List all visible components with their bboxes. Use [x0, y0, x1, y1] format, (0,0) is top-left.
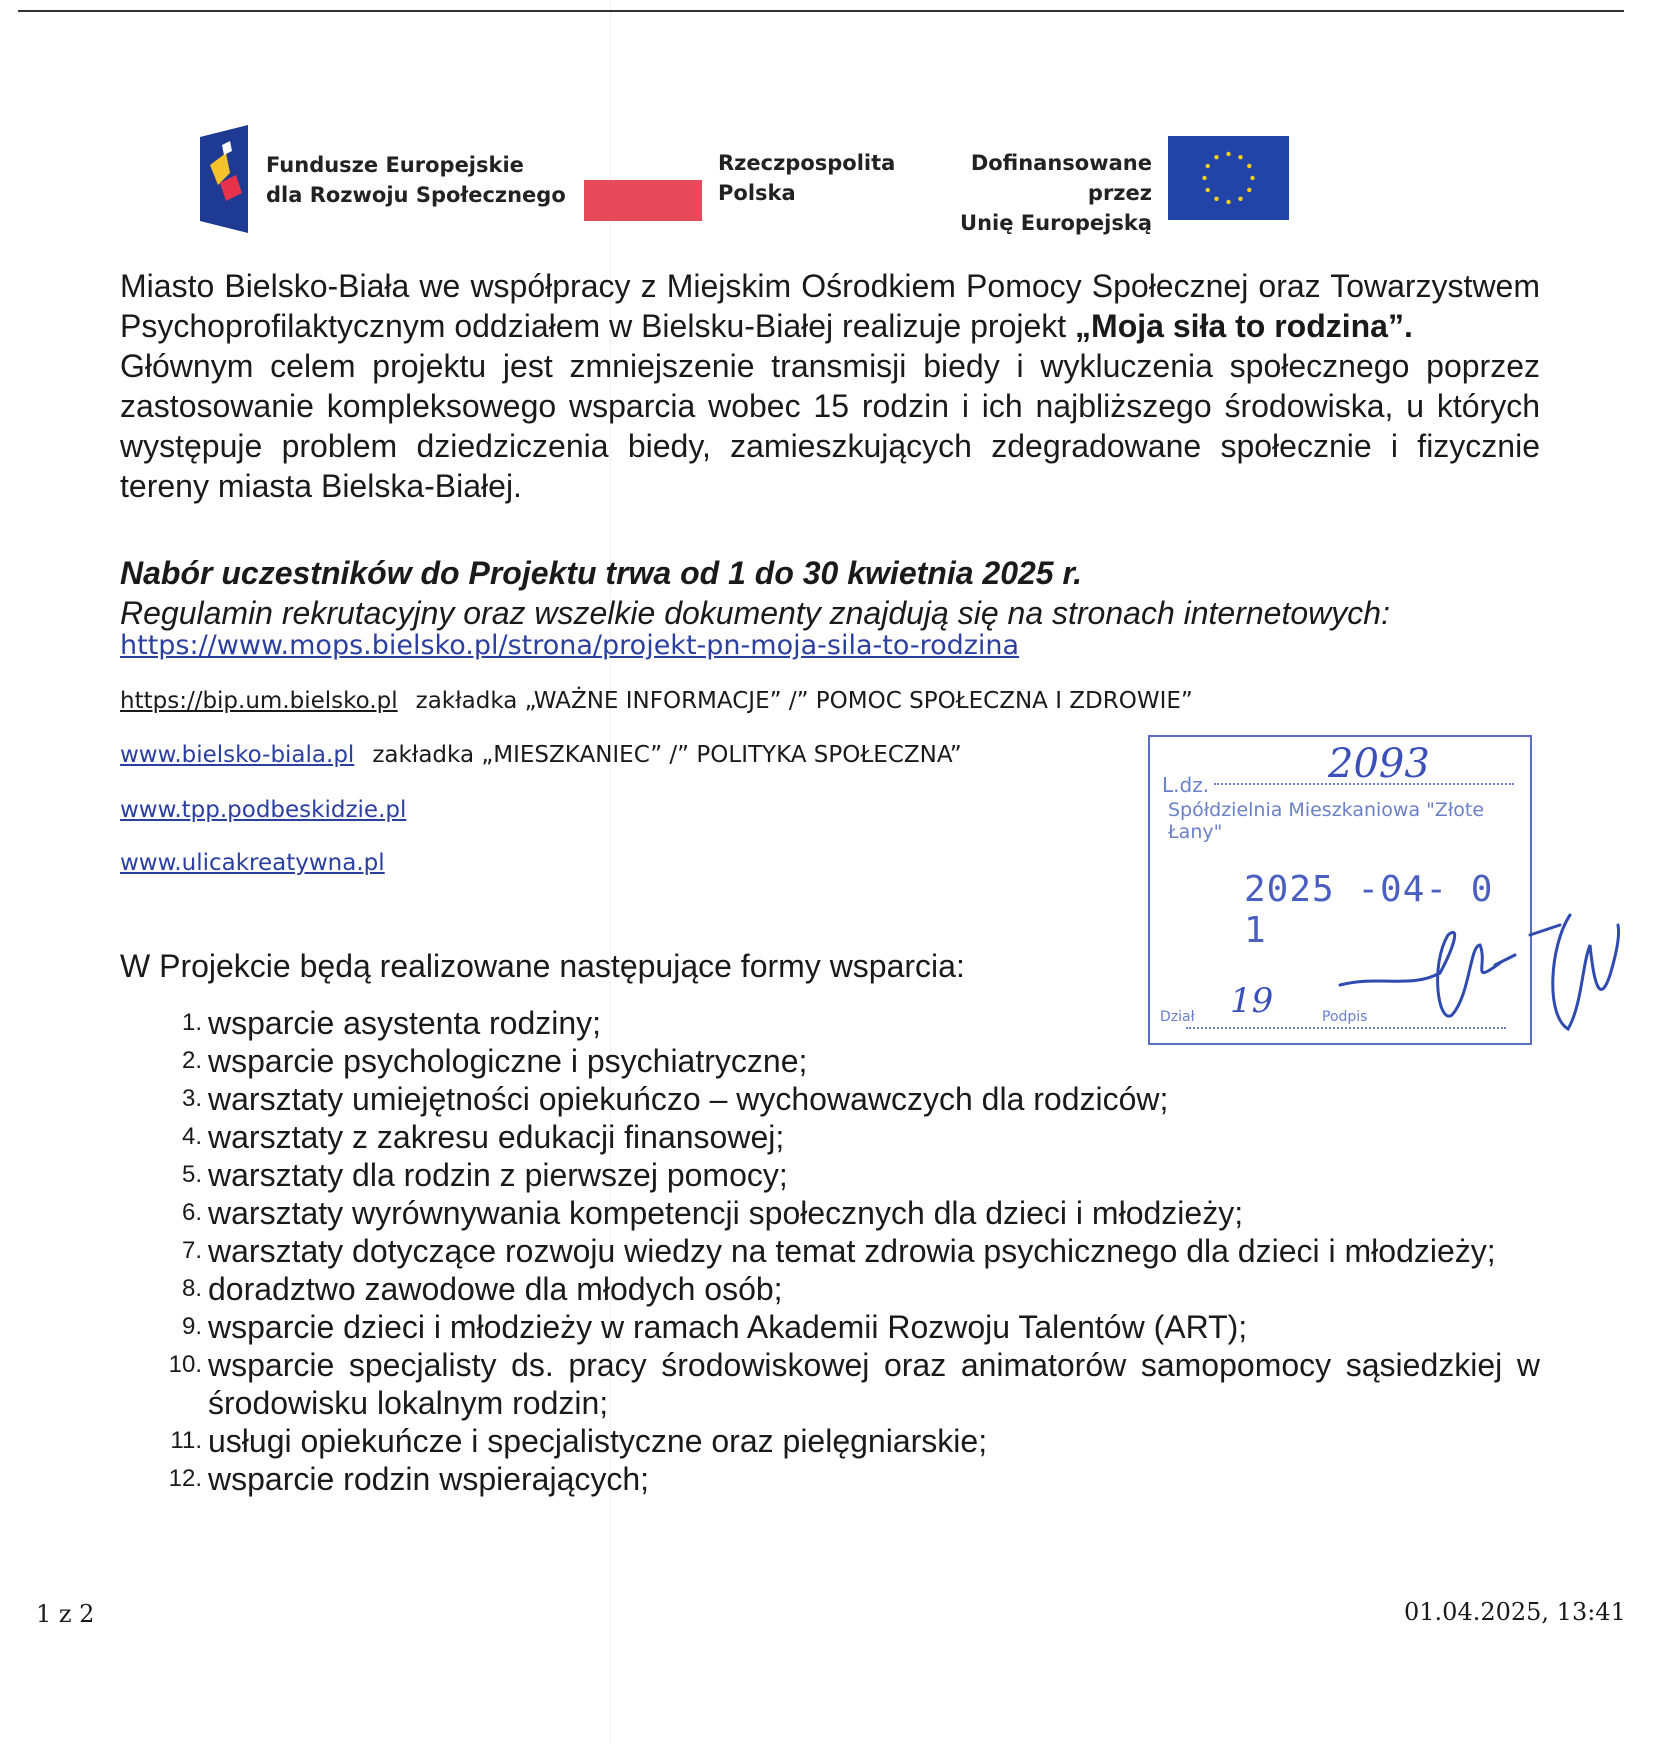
- city-tab-info: zakładka „MIESZKANIEC” /” POLITYKA SPOŁECZNA”: [372, 742, 962, 768]
- support-item-text: warsztaty z zakresu edukacji finansowej;: [208, 1119, 785, 1155]
- support-item-number: 9.: [181, 1313, 202, 1340]
- support-item-number: 8.: [181, 1275, 202, 1302]
- stamp-podpis-label: Podpis: [1322, 1009, 1368, 1025]
- support-item-text: doradztwo zawodowe dla młodych osób;: [208, 1271, 783, 1307]
- link-city[interactable]: www.bielsko-biala.pl: [120, 742, 355, 768]
- support-item-text: wsparcie asystenta rodziny;: [208, 1005, 602, 1041]
- city-link-row: [120, 742, 962, 768]
- intro-paragraph-2: Głównym celem projektu jest zmniejszenie transmisji biedy i wykluczenia społecznego poprzez zastosowanie kompleksowego wsparcia wobec 15 rodzin i ich najbliższego środowiska, u których występuje problem dziedziczenia biedy, zamieszkujących zdegradowane społecznie i fizycznie tereny miasta Bielska-Białej.: [120, 348, 1540, 504]
- ulica-link-row: [120, 850, 385, 876]
- support-list-item: [150, 1346, 1540, 1422]
- support-item-text: usługi opiekuńcze i specjalistyczne oraz pielęgniarskie;: [208, 1423, 988, 1459]
- eu-logo-text: [920, 148, 1152, 238]
- support-item-number: 3.: [181, 1085, 202, 1112]
- recruitment-docs-info: Regulamin rekrutacyjny oraz wszelkie dokumenty znajdują się na stronach internetowych:: [120, 595, 1390, 631]
- rp-logo-line2: Polska: [718, 181, 796, 205]
- support-forms-list: [150, 1004, 1540, 1498]
- support-list-item: [150, 1308, 1540, 1346]
- support-item-number: 1.: [181, 1009, 202, 1036]
- rp-logo-line1: Rzeczpospolita: [718, 151, 896, 175]
- support-item-number: 2.: [181, 1047, 202, 1074]
- support-list-item: [150, 1270, 1540, 1308]
- support-list-item: [150, 1460, 1540, 1498]
- intro-text: [120, 266, 1540, 506]
- page-counter: 1 z 2: [36, 1600, 95, 1628]
- print-timestamp: 01.04.2025, 13:41: [1404, 1598, 1626, 1626]
- stamp-dzial-label: Dział: [1160, 1009, 1195, 1025]
- eu-logo-line2: Unię Europejską: [960, 211, 1152, 235]
- support-item-text: wsparcie rodzin wspierających;: [208, 1461, 650, 1497]
- link-ulica[interactable]: www.ulicakreatywna.pl: [120, 850, 385, 876]
- support-list-item: [150, 1422, 1540, 1460]
- support-list-item: [150, 1194, 1540, 1232]
- support-item-text: warsztaty umiejętności opiekuńczo – wychowawczych dla rodziców;: [208, 1081, 1169, 1117]
- fe-logo-text: [266, 150, 566, 210]
- link-mops[interactable]: https://www.mops.bielsko.pl/strona/projekt-pn-moja-sila-to-rodzina: [120, 630, 1020, 661]
- tpp-link-row: [120, 797, 406, 823]
- project-name: „Moja siła to rodzina”.: [1075, 308, 1413, 344]
- handwritten-signature: [1320, 905, 1620, 1045]
- support-item-text: wsparcie psychologiczne i psychiatryczne;: [208, 1043, 808, 1079]
- eu-flag-icon: [1168, 136, 1289, 220]
- support-item-number: 7.: [181, 1237, 202, 1264]
- stamp-ldz-label: L.dz.: [1162, 773, 1210, 797]
- support-item-number: 10.: [168, 1351, 202, 1378]
- rp-logo-text: [718, 148, 895, 208]
- support-item-number: 11.: [170, 1427, 202, 1454]
- support-item-text: wsparcie specjalisty ds. pracy środowiskowej oraz animatorów samopomocy sąsiedzkiej w środowisku lokalnym rodzin;: [208, 1347, 1540, 1421]
- eu-logo-line1: Dofinansowane przez: [970, 151, 1152, 205]
- support-forms-title: W Projekcie będą realizowane następujące formy wsparcia:: [120, 948, 965, 984]
- stamp-date: 2025 -04- 0 1: [1244, 869, 1494, 951]
- intro-p1-text: Miasto Bielsko-Biała we współpracy z Miejskim Ośrodkiem Pomocy Społecznej oraz Towarzystwem Psychoprofilaktycznym oddziałem w Bielsku-Białej realizuje projekt: [120, 268, 1540, 344]
- fe-logo-line1: Fundusze Europejskie: [266, 153, 524, 177]
- support-list-item: [150, 1118, 1540, 1156]
- recruitment-headline: Nabór uczestników do Projektu trwa od 1 do 30 kwietnia 2025 r.: [120, 555, 1083, 591]
- support-list-item: [150, 1232, 1540, 1270]
- link-tpp[interactable]: www.tpp.podbeskidzie.pl: [120, 797, 407, 823]
- stamp-organization: Spółdzielnia Mieszkaniowa "Złote Łany": [1168, 799, 1485, 843]
- support-item-text: warsztaty dotyczące rozwoju wiedzy na temat zdrowia psychicznego dla dzieci i młodzieży;: [208, 1233, 1496, 1269]
- support-item-number: 12.: [168, 1465, 202, 1492]
- fe-logo-icon: [196, 125, 252, 233]
- support-item-number: 4.: [181, 1123, 202, 1150]
- support-item-number: 5.: [181, 1161, 202, 1188]
- support-list-item: [150, 1042, 1540, 1080]
- top-rule: [18, 10, 1624, 12]
- stamp-ldz-number: 2093: [1328, 741, 1430, 787]
- support-item-text: wsparcie dzieci i młodzieży w ramach Akademii Rozwoju Talentów (ART);: [208, 1309, 1248, 1345]
- support-item-text: warsztaty dla rodzin z pierwszej pomocy;: [208, 1157, 788, 1193]
- link-bip[interactable]: https://bip.um.bielsko.pl: [120, 688, 398, 714]
- recruitment-block: [120, 553, 1540, 633]
- support-list-item: [150, 1080, 1540, 1118]
- intro-paragraph-1: [120, 266, 1540, 346]
- stamp-dzial-number: 19: [1230, 981, 1274, 1021]
- bip-tab-info: zakładka „WAŻNE INFORMACJE” /” POMOC SPOŁECZNA I ZDROWIE”: [415, 688, 1193, 714]
- fe-logo-line2: dla Rozwoju Społecznego: [266, 183, 566, 207]
- support-item-text: warsztaty wyrównywania kompetencji społecznych dla dzieci i młodzieży;: [208, 1195, 1244, 1231]
- poland-flag: [584, 180, 702, 221]
- support-item-number: 6.: [181, 1199, 202, 1226]
- support-list-item: [150, 1156, 1540, 1194]
- bip-link-row: [120, 688, 1193, 714]
